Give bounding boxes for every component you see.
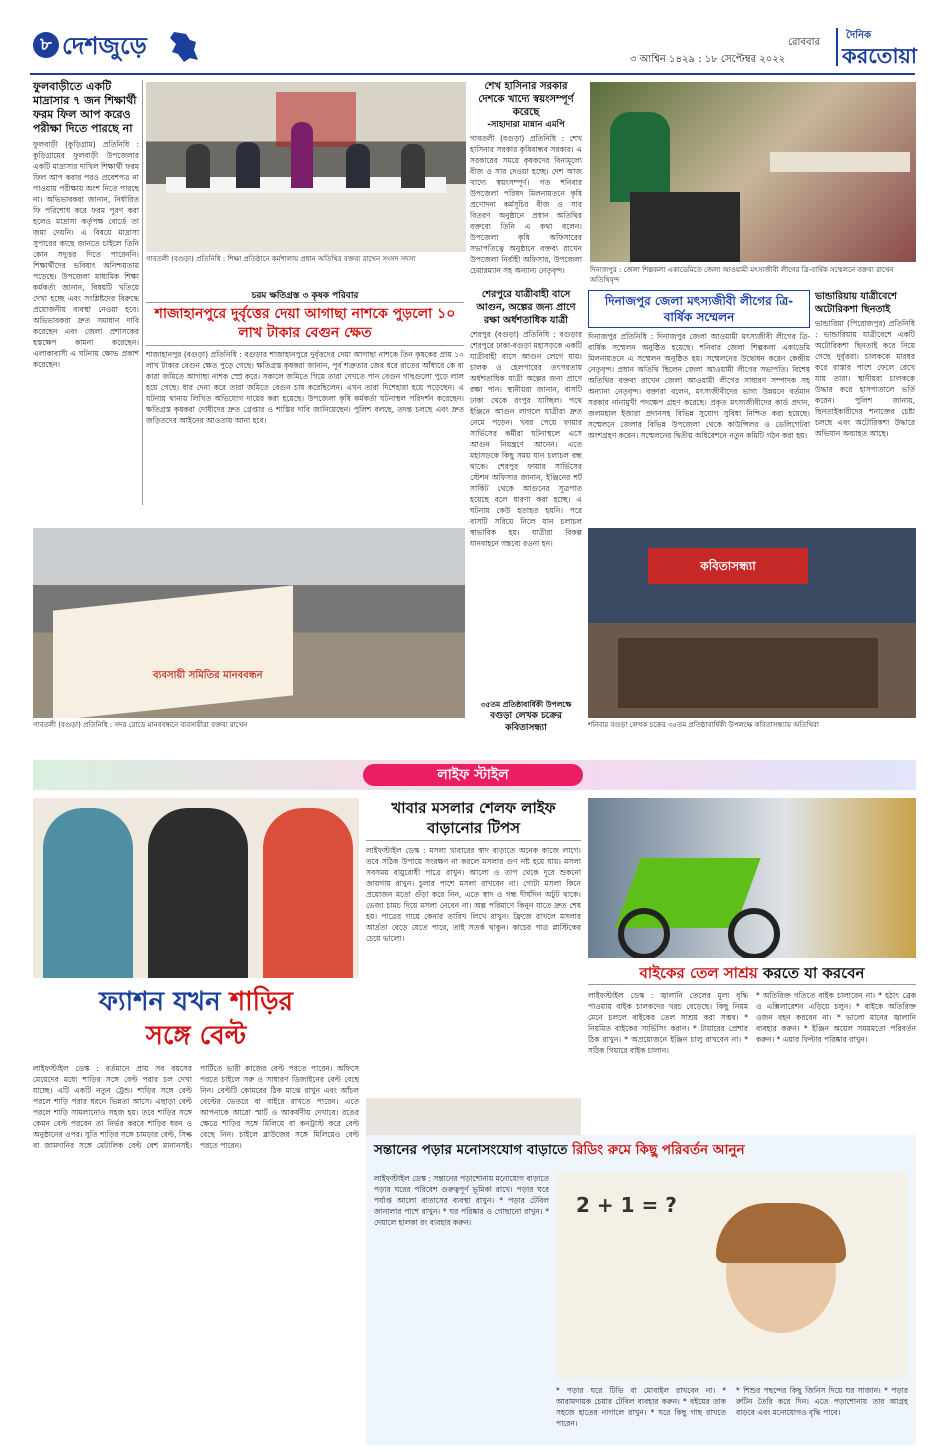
placard: ব্যবসায়ী সমিতির মানববন্ধন (153, 670, 263, 681)
kicker: চরম ক্ষতিগ্রস্ত ৩ কৃষক পরিবার (251, 291, 359, 301)
issue-day: রোববার (788, 37, 820, 48)
page-number-badge: ৮ (33, 32, 59, 58)
body: দিনাজপুর প্রতিনিধি : দিনাজপুর জেলা আওয়ামী মৎস্যজীবী লীগের ত্রি-বার্ষিক সম্মেলন অনুষ্ঠিত হয়েছে। শনিবার জেলা শিল্পকলা একাডেমি মিলনায়তনে এ সম্মেলন অনুষ্ঠিত হয়। সম্মেলনের উদ্বোধন করেন কেন্দ্রীয় নেতৃবৃন্দ। প্রধান অতিথি ছিলেন জেলা আওয়ামী লীগের সভাপতি। বিশেষ অতিথির বক্তব্য রাখেন জেলা আওয়ামী লীগের সাধারণ সম্পাদক সহ অন্যান্য নেতৃবৃন্দ। বক্তারা বলেন, মৎস্যজীবীদের ভাগ্য উন্নয়নে বর্তমান সরকার নানামুখী পদক্ষেপ গ্রহণ করেছে। প্রকৃত মৎস্যজীবীদের কার্ড প্রদান, জলমহাল ইজারা প্রদানসহ বিভিন্ন সুযোগ সুবিধা নিশ্চিত করা হয়েছে। সম্মেলনে জেলার বিভিন্ন উপজেলা থেকে কাউন্সিলর ও ডেলিগেটরা অংশগ্রহণ করেন। সম্মেলনের দ্বিতীয় অধিবেশনে নতুন কমিটি গঠন করা হয়। (588, 332, 810, 440)
article-saree-belt (33, 985, 359, 1445)
masthead-divider (836, 28, 838, 66)
photo-motorbike (588, 798, 916, 958)
body: গাবতলী (বগুড়া) প্রতিনিধি : শেখ হাসিনার সরকার কৃষিবান্ধব সরকার। এ সরকারের সময়ে কৃষকদের বিনামূল্যে বীজ ও সার দেওয়া হচ্ছে। দেশ আজ খাদ্যে স্বয়ংসম্পূর্ণ। গত শনিবার উপজেলা পরিষদ মিলনায়তনে কৃষি প্রণোদনা কর্মসূচির বীজ ও সার বিতরণ অনুষ্ঠানে প্রধান অতিথির বক্তব্যে তিনি এ কথা বলেন। উপজেলা কৃষি অফিসারের সভাপতিত্বে অনুষ্ঠানে বক্তব্য রাখেন উপজেলা নির্বাহী অফিসার, উপজেলা চেয়ারম্যান সহ অন্যান্য নেতৃবৃন্দ। (470, 134, 582, 275)
headline-line2: সঙ্গে বেল্ট (145, 1021, 247, 1051)
headline-line2: বাড়ানোর টিপস (366, 818, 581, 841)
headline (366, 1135, 916, 1165)
paper-small-label: দৈনিক (846, 30, 872, 41)
photo-poetry-stage (588, 528, 916, 718)
stage-banner: কবিতাসন্ধ্যা (648, 548, 808, 584)
headline-part-accent: শাড়ির (229, 987, 293, 1017)
body-mid: * পড়ার ঘরে টিভি বা মোবাইল রাখবেন না। * আরামদায়ক চেয়ার টেবিল ব্যবহার করুন। * বইয়ের তাক সহজে হাতের নাগালে রাখুন। * ঘরে কিছু গাছ রাখতে পারেন। (556, 1386, 726, 1428)
photo-caption: গাবতলী (বগুড়া) প্রতিনিধি : সদর রোডে মানববন্ধনে ব্যবসায়ীরা বক্তব্য রাখেন (33, 721, 248, 729)
body: লাইফস্টাইল ডেস্ক : বর্তমানে প্রায় সব বয়সের মেয়েদের মধ্যে শাড়ির সঙ্গে বেল্ট পরার চল দেখা যাচ্ছে। এটি একটি নতুন ট্রেন্ড। শাড়ির সঙ্গে বেল্ট পরলে শাড়ি পরার ধরনে ভিন্নতা আসে। এছাড়া বেল্ট পরলে শাড়ি সামলানোও সহজ হয়। তবে শাড়ির সঙ্গে কেমন বেল্ট পরবেন তা নির্ভর করবে শাড়ির ধরন ও অনুষ্ঠানের ওপর। সুতি শাড়ির সঙ্গে চামড়ার বেল্ট, সিল্ক বা জামদানির সঙ্গে মেটালিক বেল্ট বেশ মানানসই। পার্টিতে ভারী কাজের বেল্ট পরতে পারেন। অফিসে পরতে চাইলে সরু ও সাধারণ ডিজাইনের বেল্ট বেছে নিন। বেল্টটি কোমরের ঠিক মাঝে রাখুন এবং আঁচল বেল্টের ভেতরে বা বাইরে রাখতে পারেন। এতে আপনাকে আরো স্মার্ট ও আকর্ষণীয় দেখাবে। রঙের ক্ষেত্রে শাড়ির সঙ্গে মিলিয়ে বা কনট্রাস্ট করে বেল্ট বেছে নিন। চাইলে ব্লাউজের সঙ্গে মিলিয়েও বেল্ট পরতে পারেন। (33, 1064, 359, 1150)
lifestyle-banner (33, 760, 916, 790)
headline (33, 985, 359, 1019)
paper-logo: করতোয়া (842, 43, 917, 68)
body: ফুলবাড়ী (কুড়িগ্রাম) প্রতিনিধি : কুড়িগ্রামের ফুলবাড়ী উপজেলার একটি মাদ্রাসার দাখিল শিক্ষার্থী ফরম ফিল আপ করার পরও প্রবেশপত্র না পাওয়ায় পরীক্ষায় অংশ নিতে পারছে না। অভিভাবকরা জানান, নির্ধারিত ফি পরিশোধ করে ফরম পূরণ করা হলেও মাদ্রাসা কর্তৃপক্ষ বোর্ডে তা জমা দেয়নি। এ বিষয়ে মাদ্রাসা সুপারের কাছে জানতে চাইলে তিনি কোন সদুত্তর দিতে পারেননি। শিক্ষার্থীদের ভবিষ্যৎ অনিশ্চয়তায় পড়েছে। উপজেলা মাধ্যমিক শিক্ষা কর্মকর্তা জানান, বিষয়টি খতিয়ে দেখা হচ্ছে এবং সংশ্লিষ্টদের বিরুদ্ধে প্রয়োজনীয় ব্যবস্থা নেওয়া হবে। অভিভাবকরা দ্রুত সমাধান দাবি করেছেন এবং জেলা প্রশাসকের হস্তক্ষেপ কামনা করেছেন। এলাকাবাসী এ ঘটনায় ক্ষোভ প্রকাশ করেছেন। (33, 140, 139, 369)
article-bus-fire (470, 288, 582, 698)
photo-caption: গাবতলী (বগুড়া) প্রতিনিধি : শিক্ষা প্রতিষ্ঠানে কর্মশালায় প্রধান অতিথির বক্তব্য রাখেন সংসদ সদস্য (146, 255, 416, 263)
headline-part-accent: রিডিং রুমে কিছু পরিবর্তন আনুন (572, 1142, 745, 1158)
body: লাইফস্টাইল ডেস্ক : মসলা খাবারের স্বাদ বাড়াতে অনেক কাজে লাগে। তবে সঠিক উপায়ে সংরক্ষণ না করলে মসলার গুণ নষ্ট হয়ে যায়। মসলা সবসময় বায়ুরোধী পাত্রে রাখুন। আলো ও তাপ থেকে দূরে শুকনো জায়গায় রাখুন। চুলার পাশে মসলা রাখবেন না। গোটা মসলা কিনে প্রয়োজন মতো গুঁড়া করে নিন, এতে স্বাদ ও গন্ধ দীর্ঘদিন অটুট থাকে। ভেজা চামচ দিয়ে মসলা নেবেন না। অল্প পরিমাণে কিনুন যাতে দ্রুত শেষ হয়। পাত্রের গায়ে কেনার তারিখ লিখে রাখুন। ফ্রিজে রাখলে মসলার আর্দ্রতা বেড়ে যেতে পারে, তাই সতর্ক থাকুন। কাচের পাত্র প্লাস্টিকের চেয়ে ভালো। (366, 846, 581, 943)
photo-saree-models (33, 798, 359, 978)
article-madrasa (33, 80, 139, 505)
headline: ভান্ডারিয়ায় যাত্রীবেশে অটোরিকশা ছিনতাই (815, 291, 897, 315)
article-autorickshaw (815, 290, 915, 522)
photo-caption: দিনাজপুর : জেলা শিল্পকলা একাডেমিতে জেলা আওয়ামী মৎস্যজীবী লীগের ত্রি-বার্ষিক সম্মেলনে বক্তব্য রাখেন অতিথিবৃন্দ (590, 266, 894, 284)
headline-part: সন্তানের পড়ার মনোসংযোগ বাড়াতে (374, 1142, 573, 1158)
headline: ফুলবাড়ীতে একটি মাদ্রাসার ৭ জন শিক্ষার্থী ফরম ফিল আপ করেও পরীক্ষা দিতে পারছে না (33, 80, 137, 135)
article-poetry-evening (470, 700, 582, 745)
photo-seminar (146, 82, 466, 252)
article-brinjal-field (146, 290, 464, 510)
headline-part: ফ্যাশন যখন (99, 987, 230, 1017)
headline: শাজাহানপুরে দুর্বৃত্তের দেয়া আগাছা নাশকে পুড়লো ১০ লাখ টাকার বেগুন ক্ষেত (146, 302, 464, 346)
article-bike-fuel (588, 962, 916, 1132)
subheadline: -সাহাদারা মান্নান এমপি (487, 120, 565, 130)
body-right: * শিশুর পছন্দের কিছু জিনিস দিয়ে ঘর সাজান। * পড়ার রুটিন তৈরি করে দিন। এতে পড়াশোনায় তার আগ্রহ বাড়বে এবং মনোযোগও বৃদ্ধি পাবে। (736, 1386, 908, 1417)
body: শেরপুর (বগুড়া) প্রতিনিধি : বগুড়ার শেরপুরে ঢাকা-বগুড়া মহাসড়কে একটি যাত্রীবাহী বাসে আগুন লেগে যায়। চালক ও হেলপারের তৎপরতায় অর্ধশতাধিক যাত্রী অল্পের জন্য প্রাণে রক্ষা পান। স্থানীয়রা জানান, বাসটি ঢাকা থেকে রংপুর যাচ্ছিল। পথে ইঞ্জিনে আগুন লাগলে যাত্রীরা দ্রুত নেমে পড়েন। খবর পেয়ে ফায়ার সার্ভিসের কর্মীরা ঘটনাস্থলে এসে আগুন নিয়ন্ত্রণে আনেন। এতে মহাসড়কে কিছু সময় যান চলাচল বন্ধ থাকে। শেরপুর ফায়ার সার্ভিসের স্টেশন অফিসার জানান, ইঞ্জিনের শর্ট সার্কিট থেকে আগুনের সূত্রপাত হয়েছে বলে ধারণা করা হচ্ছে। এ ঘটনায় কেউ হতাহত হয়নি। পরে বাসটি সরিয়ে নিলে যান চলাচল স্বাভাবিক হয়। যাত্রীরা বিকল্প যানবাহনে গন্তব্যে রওনা হন। (470, 330, 582, 548)
headline-part: করতে যা করবেন (757, 964, 865, 982)
kicker: ৩৫তম প্রতিষ্ঠাবার্ষিকী উপলক্ষে (480, 700, 572, 709)
body-left: লাইফস্টাইল ডেস্ক : সন্তানের পড়াশোনায় মনোযোগ বাড়াতে পড়ার ঘরের পরিবেশ গুরুত্বপূর্ণ ভূমিকা রাখে। পড়ার ঘরে পর্যাপ্ত আলো বাতাসের ব্যবস্থা রাখুন। * পড়ার টেবিল জানালার পাশে রাখুন। * ঘর পরিষ্কার ও গোছানো রাখুন। * দেয়ালে হালকা রং ব্যবহার করুন। (374, 1174, 549, 1227)
banner-title: লাইফ স্টাইল (363, 764, 583, 786)
headline (588, 962, 916, 985)
article-reading-room (366, 1135, 916, 1445)
photo-child-writing (556, 1173, 908, 1378)
body-left: লাইফস্টাইল ডেস্ক : জ্বালানি তেলের মূল্য বৃদ্ধি পাওয়ায় বাইক চালকদের খরচ বেড়েছে। কিছু নিয়ম মেনে চললে বাইকের তেল সাশ্রয় করা সম্ভব। * নিয়মিত বাইকের সার্ভিসিং করান। * টায়ারের প্রেশার ঠিক রাখুন। * অপ্রয়োজনে ইঞ্জিন চালু রাখবেন না। * সঠিক গিয়ারে বাইক চালান। (588, 991, 748, 1055)
masthead (0, 0, 945, 78)
headline: খাবার মসলার শেলফ লাইফ (391, 799, 556, 817)
headline-part-accent: বাইকের তেল সাশ্রয় (639, 964, 758, 982)
article-sheikh-hasina (470, 80, 582, 285)
headline: বগুড়া লেখক চক্রের কবিতাসন্ধ্যা (490, 711, 562, 733)
body-right: * অতিরিক্ত গতিতে বাইক চালাবেন না। * হঠাৎ ব্রেক ও এক্সিলারেশন এড়িয়ে চলুন। * বাইকে অতিরিক্ত ওজন বহন করবেন না। * ভালো মানের জ্বালানি ব্যবহার করুন। * ইঞ্জিন অয়েল সময়মতো পরিবর্তন করুন। * এয়ার ফিল্টার পরিষ্কার রাখুন। (756, 991, 916, 1044)
headline: শেখ হাসিনার সরকার দেশকে খাদ্যে স্বয়ংসম্পূর্ণ করেছে (478, 81, 574, 118)
body: ভান্ডারিয়া (পিরোজপুর) প্রতিনিধি : ভান্ডারিয়ায় যাত্রীবেশে একটি অটোরিকশা ছিনতাই করে নিয়ে গেছে দুর্বৃত্তরা। চালককে মারধর করে রাস্তার পাশে ফেলে রেখে যায় তারা। স্থানীয়রা চালককে উদ্ধার করে হাসপাতালে ভর্তি করেন। পুলিশ জানায়, ছিনতাইকারীদের শনাক্তের চেষ্টা চলছে এবং অটোরিকশা উদ্ধারে অভিযান অব্যাহত আছে। (815, 319, 915, 438)
body: শাজাহানপুর (বগুড়া) প্রতিনিধি : বগুড়ার শাজাহানপুরে দুর্বৃত্তদের দেয়া আগাছা নাশকে তিন কৃষকের প্রায় ১০ লাখ টাকার বেগুন ক্ষেত পুড়ে গেছে। ক্ষতিগ্রস্ত কৃষকরা জানান, পূর্ব শত্রুতার জের ধরে রাতের আঁধারে কে বা কারা জমিতে আগাছা নাশক স্প্রে করে। সকালে জমিতে গিয়ে তারা দেখতে পান বেগুন গাছগুলো পুড়ে লাল হয়ে গেছে। ধার দেনা করে তারা জমিতে বেগুন চাষ করেছিলেন। এখন তারা দিশেহারা হয়ে পড়েছেন। এ ঘটনায় থানায় লিখিত অভিযোগ দায়ের করা হয়েছে। উপজেলা কৃষি কর্মকর্তা ঘটনাস্থল পরিদর্শন করেছেন। ক্ষতিগ্রস্ত কৃষকরা দোষীদের দ্রুত গ্রেপ্তার ও শাস্তির দাবি জানিয়েছেন। পুলিশ বলছে, তদন্ত চলছে এবং দ্রুত জড়িতদের আইনের আওতায় আনা হবে। (146, 350, 464, 425)
headline: দিনাজপুর জেলা মৎস্যজীবী লীগের ত্রি-বার্ষিক সম্মেলন (588, 290, 810, 328)
photo-conference (590, 82, 916, 262)
article-fisheries-league (588, 290, 810, 522)
bangladesh-map-icon (168, 30, 200, 64)
section-title: দেশজুড়ে (62, 31, 147, 60)
photo-caption: শনিবার বগুড়া লেখক চক্রের ৩৫তম প্রতিষ্ঠাবার্ষিকী উপলক্ষে কবিতাসন্ধ্যায় অতিথিরা (588, 721, 819, 729)
issue-date: ৩ আশ্বিন ১৪২৯ : ১৮ সেপ্টেম্বর ২০২২ (630, 54, 786, 65)
headline: শেরপুরে যাত্রীবাহী বাসে আগুন, অল্পের জন্য প্রাণে রক্ষা অর্ধশতাধিক যাত্রী (476, 289, 576, 326)
board-text: 2 + 1 = ? (576, 1193, 677, 1217)
photo-human-chain (33, 528, 465, 718)
